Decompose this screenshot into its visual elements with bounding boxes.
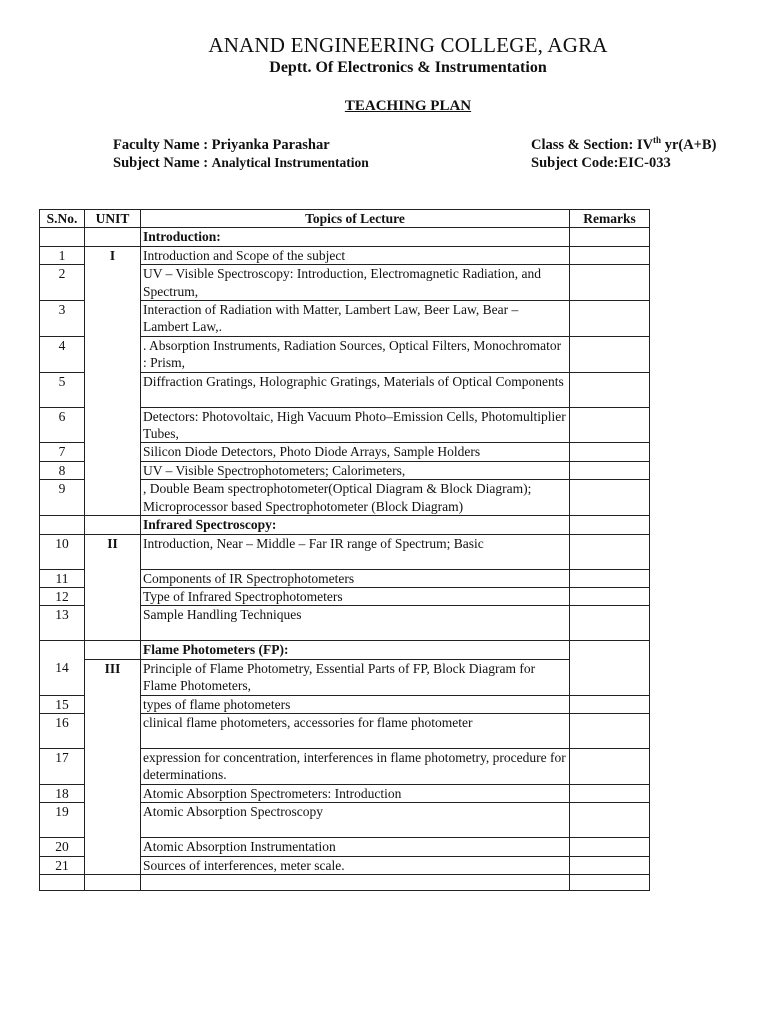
row-remark <box>570 748 650 784</box>
unit-heading: Infrared Spectroscopy: <box>141 516 570 534</box>
row-remark <box>570 265 650 301</box>
row-remark <box>570 301 650 337</box>
class-label: Class & Section: IV <box>531 137 654 153</box>
row-remark <box>570 534 650 569</box>
row-sno: 1 <box>40 246 85 264</box>
faculty-line <box>113 137 330 154</box>
header-remarks: Remarks <box>570 210 650 228</box>
row-sno: 16 <box>40 713 85 748</box>
header-sno: S.No. <box>40 210 85 228</box>
subject-code-line: Subject Code:EIC-033 <box>531 155 671 171</box>
row-topic: Detectors: Photovoltaic, High Vacuum Photo–Emission Cells, Photomultiplier Tubes, <box>141 407 570 443</box>
teaching-plan-title: TEACHING PLAN <box>344 98 472 114</box>
row-topic: expression for concentration, interferences in flame photometry, procedure for determinations. <box>141 748 570 784</box>
unit-cell: II <box>85 534 141 641</box>
row-sno: 12 <box>40 587 85 605</box>
faculty-label: Faculty Name : <box>113 137 212 153</box>
table-header-row <box>40 210 650 228</box>
college-name: ANAND ENGINEERING COLLEGE, AGRA <box>208 33 608 57</box>
table-row <box>40 246 650 264</box>
row-topic: Sources of interferences, meter scale. <box>141 856 570 874</box>
row-sno: 5 <box>40 372 85 407</box>
row-sno: 8 <box>40 461 85 479</box>
row-sno: 7 <box>40 443 85 461</box>
row-topic: . Absorption Instruments, Radiation Sources, Optical Filters, Monochromator : Prism, <box>141 336 570 372</box>
class-line <box>531 137 716 154</box>
row-sno: 21 <box>40 856 85 874</box>
table-row <box>40 534 650 569</box>
row-remark <box>570 856 650 874</box>
row-remark <box>570 569 650 587</box>
row-topic: , Double Beam spectrophotometer(Optical Diagram & Block Diagram); Microprocessor based Spectrophotometer (Block Diagram) <box>141 480 570 516</box>
row-topic: Introduction and Scope of the subject <box>141 246 570 264</box>
row-sno: 3 <box>40 301 85 337</box>
unit-cell: I <box>85 246 141 515</box>
unit-heading: Introduction: <box>141 228 570 246</box>
faculty-name: Priyanka Parashar <box>211 137 330 153</box>
row-remark <box>570 641 650 695</box>
row-remark <box>570 784 650 802</box>
row-sno: 6 <box>40 407 85 443</box>
row-remark <box>570 695 650 713</box>
table-row <box>40 659 650 695</box>
row-sno: 14 <box>40 641 85 695</box>
row-topic: UV – Visible Spectrophotometers; Calorimeters, <box>141 461 570 479</box>
row-remark <box>570 461 650 479</box>
subject-name: Analytical Instrumentation <box>211 155 369 170</box>
table-row <box>40 641 650 659</box>
row-sno: 13 <box>40 606 85 641</box>
row-topic: clinical flame photometers, accessories for flame photometer <box>141 713 570 748</box>
unit-heading: Flame Photometers (FP): <box>141 641 570 659</box>
row-remark <box>570 713 650 748</box>
row-remark <box>570 480 650 516</box>
header-unit: UNIT <box>85 210 141 228</box>
table-row <box>40 228 650 246</box>
row-sno: 18 <box>40 784 85 802</box>
header-topics: Topics of Lecture <box>141 210 570 228</box>
row-sno: 15 <box>40 695 85 713</box>
subject-label: Subject Name : <box>113 155 212 171</box>
row-sno: 17 <box>40 748 85 784</box>
row-remark <box>570 838 650 856</box>
row-topic: Components of IR Spectrophotometers <box>141 569 570 587</box>
row-topic: Atomic Absorption Instrumentation <box>141 838 570 856</box>
department-name: Deptt. Of Electronics & Instrumentation <box>269 59 547 76</box>
row-topic: types of flame photometers <box>141 695 570 713</box>
class-sup: th <box>653 135 662 146</box>
unit-cell: III <box>85 659 141 874</box>
row-remark <box>570 372 650 407</box>
row-sno: 20 <box>40 838 85 856</box>
row-topic: Atomic Absorption Spectrometers: Introduction <box>141 784 570 802</box>
row-remark <box>570 606 650 641</box>
row-sno: 2 <box>40 265 85 301</box>
row-topic: Principle of Flame Photometry, Essential Parts of FP, Block Diagram for Flame Photometers, <box>141 659 570 695</box>
table-row <box>40 516 650 534</box>
row-remark <box>570 587 650 605</box>
row-sno: 19 <box>40 803 85 838</box>
row-remark <box>570 803 650 838</box>
row-topic: Introduction, Near – Middle – Far IR range of Spectrum; Basic <box>141 534 570 569</box>
row-sno: 9 <box>40 480 85 516</box>
class-rest: yr(A+B) <box>661 137 717 153</box>
row-sno: 11 <box>40 569 85 587</box>
row-remark <box>570 336 650 372</box>
row-topic: Atomic Absorption Spectroscopy <box>141 803 570 838</box>
row-sno: 10 <box>40 534 85 569</box>
row-topic: Silicon Diode Detectors, Photo Diode Arrays, Sample Holders <box>141 443 570 461</box>
document-title <box>0 98 768 115</box>
subject-line <box>113 155 369 172</box>
teaching-plan-table <box>39 209 650 891</box>
row-remark <box>570 443 650 461</box>
row-remark <box>570 246 650 264</box>
row-topic: UV – Visible Spectroscopy: Introduction, Electromagnetic Radiation, and Spectrum, <box>141 265 570 301</box>
row-topic: Diffraction Gratings, Holographic Gratings, Materials of Optical Components <box>141 372 570 407</box>
row-topic: Interaction of Radiation with Matter, Lambert Law, Beer Law, Bear – Lambert Law,. <box>141 301 570 337</box>
table-row <box>40 874 650 890</box>
row-topic: Sample Handling Techniques <box>141 606 570 641</box>
row-sno: 4 <box>40 336 85 372</box>
row-topic: Type of Infrared Spectrophotometers <box>141 587 570 605</box>
row-remark <box>570 407 650 443</box>
